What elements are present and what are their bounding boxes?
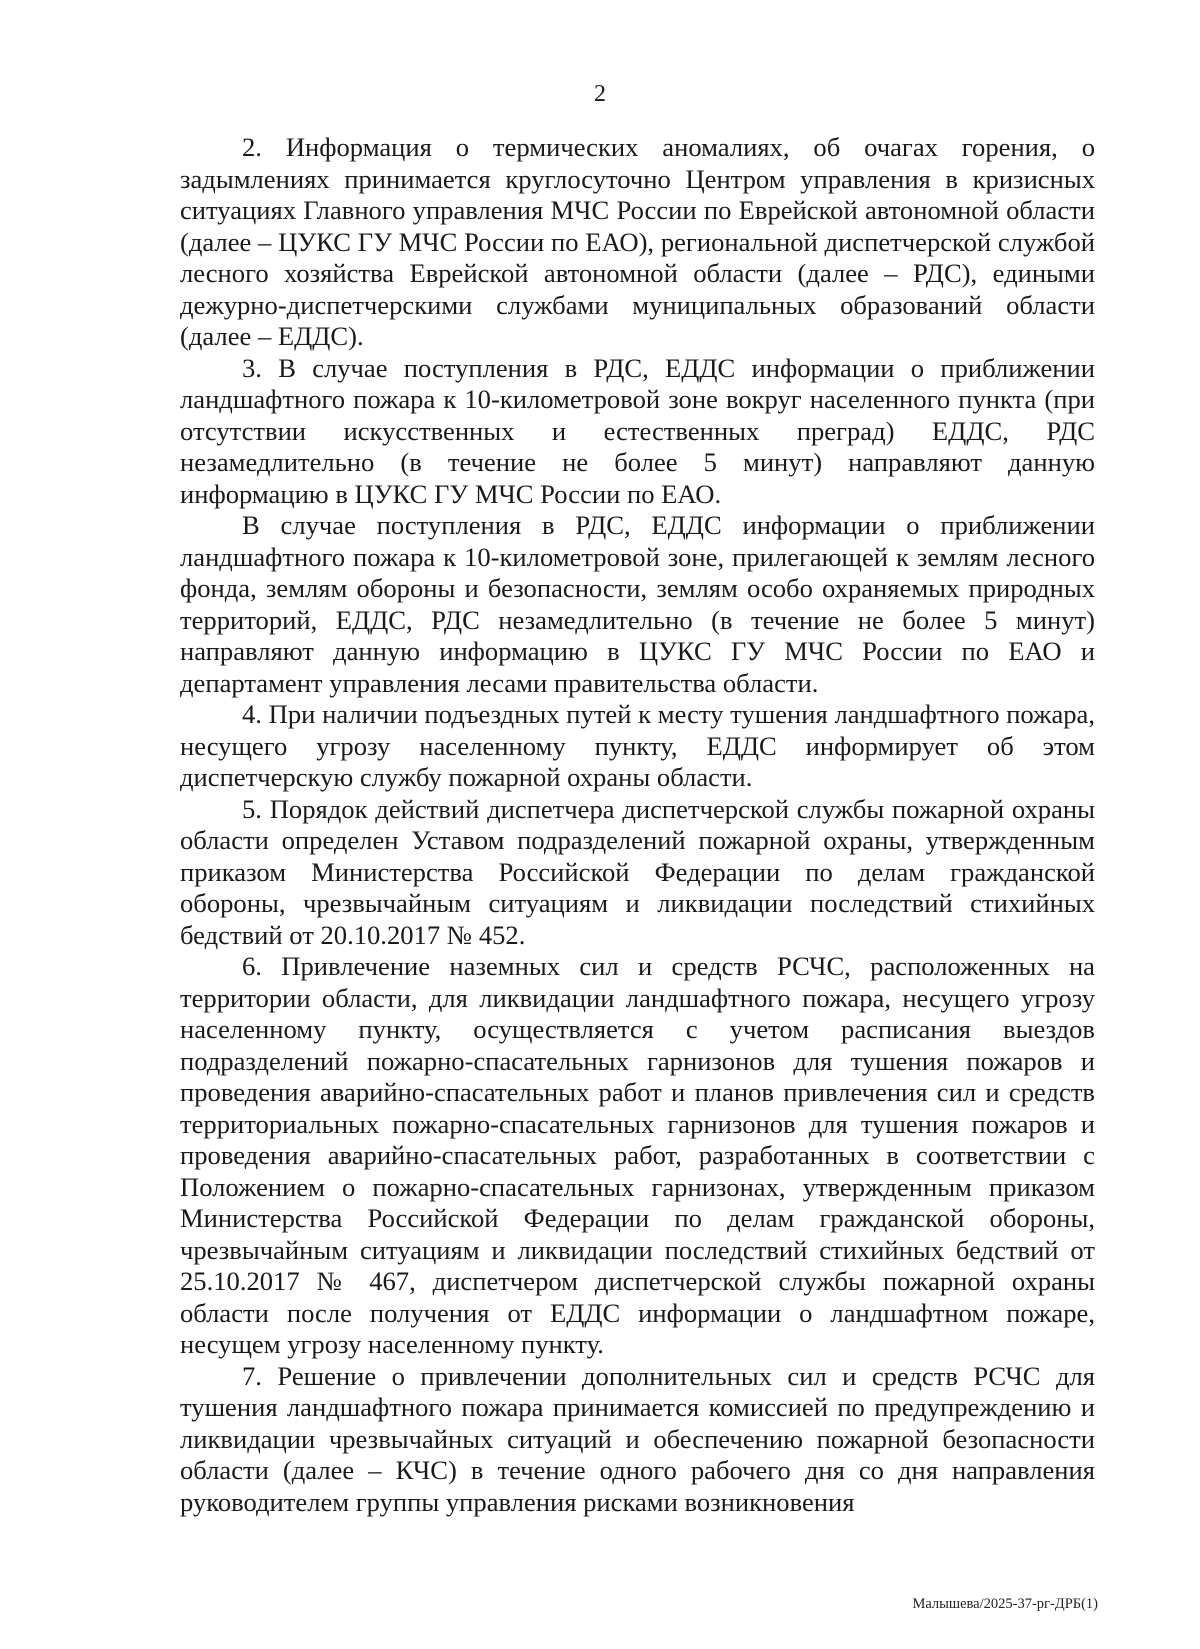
paragraph-6: 6. Привлечение наземных сил и средств РСЧС, расположенных на территории области, для ликвидации ландшафтного пожара, несущего угрозу населенному пункту, осуществляется с учетом расписания выездов подразделений пожарно-спасательных гарнизонов для тушения пожаров и проведения аварийно-спасательных работ и планов привлечения сил и средств территориальных пожарно-спасательных гарнизонов для тушения пожаров и проведения аварийно-спасательных работ, разработанных в соответствии с Положением о пожарно-спасательных гарнизонах, утвержденным приказом Министерства Российской Федерации по делам гражданской обороны, чрезвычайным ситуациям и ликвидации последствий стихийных бедствий от 25.10.2017 № 467, диспетчером диспетчерской службы пожарной охраны области после получения от ЕДДС информации о ландшафтном пожаре, несущем угрозу населенному пункту. [180, 951, 1095, 1359]
paragraph-4: 4. При наличии подъездных путей к месту тушения ландшафтного пожара, несущего угрозу населенному пункту, ЕДДС информирует об этом диспетчерскую службу пожарной охраны области. [180, 699, 1095, 792]
paragraph-2: 2. Информация о термических аномалиях, об очагах горения, о задымлениях принимается круглосуточно Центром управления в кризисных ситуациях Главного управления МЧС России по Еврейской автономной области (далее – ЦУКС ГУ МЧС России по ЕАО), региональной диспетчерской службой лесного хозяйства Еврейской автономной области (далее – РДС), едиными дежурно-диспетчерскими службами муниципальных образований области (далее – ЕДДС). [180, 132, 1095, 351]
paragraph-7: 7. Решение о привлечении дополнительных сил и средств РСЧС для тушения ландшафтного пожара принимается комиссией по предупреждению и ликвидации чрезвычайных ситуаций и обеспечению пожарной безопасности области (далее – КЧС) в течение одного рабочего дня со дня направления руководителем группы управления рисками возникновения [180, 1360, 1095, 1517]
paragraph-3-continued: В случае поступления в РДС, ЕДДС информации о приближении ландшафтного пожара к 10-километровой зоне, прилегающей к землям лесного фонда, землям обороны и безопасности, землям особо охраняемых природных территорий, ЕДДС, РДС незамедлительно (в течение не более 5 минут) направляют данную информацию в ЦУКС ГУ МЧС России по ЕАО и департамент управления лесами правительства области. [180, 510, 1095, 698]
paragraph-3: 3. В случае поступления в РДС, ЕДДС информации о приближении ландшафтного пожара к 10-километровой зоне вокруг населенного пункта (при отсутствии искусственных и естественных преград) ЕДДС, РДС незамедлительно (в течение не более 5 минут) направляют данную информацию в ЦУКС ГУ МЧС России по ЕАО. [180, 352, 1095, 509]
page-number: 2 [594, 81, 606, 107]
document-body [180, 132, 1095, 1518]
document-footer-code: Малышева/2025-37-рг-ДРБ(1) [912, 1596, 1098, 1612]
paragraph-5: 5. Порядок действий диспетчера диспетчерской службы пожарной охраны области определен Уставом подразделений пожарной охраны, утвержденным приказом Министерства Российской Федерации по делам гражданской обороны, чрезвычайным ситуациям и ликвидации последствий стихийных бедствий от 20.10.2017 № 452. [180, 793, 1095, 950]
